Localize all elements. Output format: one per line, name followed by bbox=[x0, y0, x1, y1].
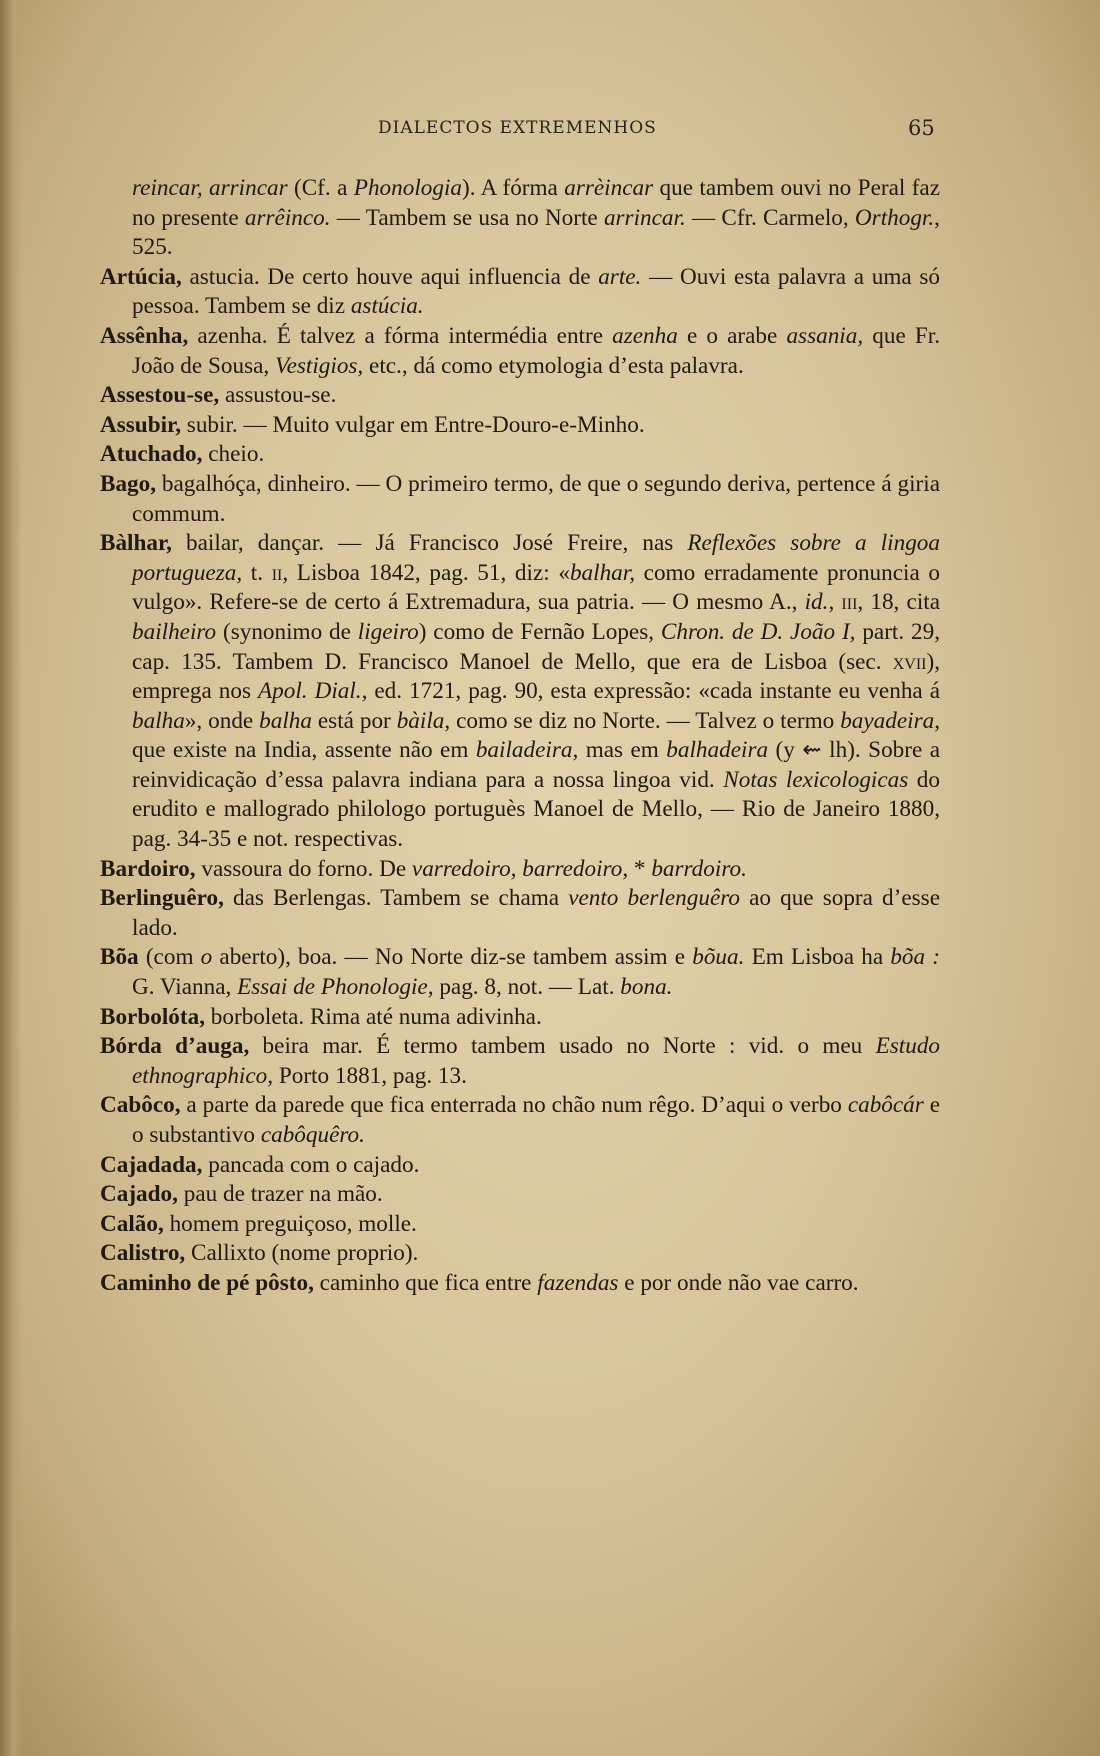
entry-text: caminho que fica entre bbox=[313, 1269, 538, 1296]
entry-text: ). A fórma bbox=[462, 175, 565, 201]
entry-text: , 18, cita bbox=[857, 589, 940, 616]
italic-text: balha bbox=[132, 707, 185, 734]
headword: Artúcia, bbox=[100, 263, 182, 290]
dictionary-entry bbox=[100, 1091, 940, 1150]
italic-text: balhar, bbox=[569, 559, 636, 586]
running-title: DIALECTOS EXTREMENHOS bbox=[378, 118, 657, 138]
italic-text: bailadeira, bbox=[475, 737, 579, 764]
headword: Cajadada, bbox=[100, 1151, 203, 1178]
entry-text: e o substantivo bbox=[132, 1092, 940, 1148]
italic-text: varredoiro, barredoiro, bbox=[411, 855, 629, 882]
entry-text: », onde bbox=[184, 707, 260, 734]
entry-text: e o arabe bbox=[677, 322, 787, 349]
entry-continuation bbox=[100, 174, 940, 263]
page-header bbox=[0, 116, 1100, 146]
entry-text: (synonimo de bbox=[216, 618, 358, 645]
entry-text: vassoura do forno. De bbox=[195, 855, 412, 882]
entry-text: cheio. bbox=[202, 441, 265, 468]
headword: Calão, bbox=[100, 1210, 164, 1237]
italic-text: Phonologia bbox=[353, 175, 462, 201]
italic-text: bayadeira, bbox=[840, 707, 941, 734]
entry-text: pau de trazer na mão. bbox=[177, 1181, 383, 1208]
dictionary-entry bbox=[100, 411, 940, 441]
entry-text: ) como de Fernão Lopes, bbox=[418, 618, 661, 645]
headword: Berlinguêro, bbox=[100, 885, 224, 912]
entry-text: das Berlengas. Tambem se chama bbox=[223, 885, 569, 912]
dictionary-entry bbox=[100, 943, 940, 1002]
entry-text: beira mar. É termo tambem usado no Norte : vid. o meu bbox=[249, 1033, 876, 1060]
dictionary-entry bbox=[100, 1269, 940, 1299]
dictionary-entry bbox=[100, 855, 940, 885]
entry-text: t. bbox=[242, 559, 272, 586]
dictionary-entry bbox=[100, 1032, 940, 1091]
italic-text: Orthogr. bbox=[854, 204, 935, 231]
italic-text: Vestigios, bbox=[274, 352, 364, 379]
italic-text: Estudo ethnographico, bbox=[132, 1033, 941, 1089]
italic-text: fazendas bbox=[537, 1269, 619, 1296]
italic-text: reincar, arrincar bbox=[132, 175, 288, 201]
italic-text: ligeiro bbox=[357, 618, 419, 645]
entry-text: que tambem ouvi no Peral faz no presente bbox=[132, 175, 941, 231]
headword: Borbolóta, bbox=[100, 1003, 205, 1030]
page-number: 65 bbox=[908, 116, 935, 140]
italic-text: o bbox=[200, 944, 213, 971]
entry-text: * bbox=[628, 855, 652, 882]
entry-text: etc., dá como etymologia d’esta palavra. bbox=[363, 352, 744, 379]
italic-text: bàila, bbox=[396, 707, 451, 734]
headword: Caminho de pé pôsto, bbox=[100, 1269, 314, 1296]
headword: Bórda d’auga, bbox=[100, 1033, 250, 1060]
headword: Assubir, bbox=[100, 411, 181, 438]
italic-text: bailheiro bbox=[132, 618, 217, 645]
dictionary-entry bbox=[100, 1003, 940, 1033]
entry-text: Callixto (nome proprio). bbox=[185, 1240, 419, 1267]
dictionary-entry bbox=[100, 1151, 940, 1181]
headword: Assestou-se, bbox=[100, 382, 220, 409]
italic-text: cabôquêro. bbox=[260, 1122, 365, 1148]
headword: Atuchado, bbox=[100, 441, 203, 468]
entry-text: homem preguiçoso, molle. bbox=[163, 1210, 417, 1237]
roman-numeral: iii bbox=[841, 589, 858, 616]
entry-text: pancada com o cajado. bbox=[202, 1151, 420, 1178]
italic-text: balha bbox=[259, 707, 312, 734]
italic-text: bõa : bbox=[890, 944, 940, 971]
entry-text: azenha. É talvez a fórma intermédia entre bbox=[188, 322, 613, 349]
entry-text: ed. 1721, pag. 90, esta expressão: «cada instante eu venha á bbox=[367, 678, 940, 705]
headword: Bago, bbox=[100, 470, 157, 497]
entry-text: bailar, dançar. — Já Francisco José Freire, nas bbox=[171, 530, 688, 557]
italic-text: bõua. bbox=[692, 944, 745, 971]
entry-text: pag. 8, not. — Lat. bbox=[433, 974, 621, 1001]
entry-text: como se diz no Norte. — Talvez o termo bbox=[450, 707, 841, 734]
dictionary-entry bbox=[100, 381, 940, 411]
headword: Assênha, bbox=[100, 322, 189, 349]
headword: Cajado, bbox=[100, 1181, 178, 1208]
entry-text: Porto 1881, pag. 13. bbox=[273, 1062, 467, 1089]
page-edge-shadow bbox=[0, 0, 22, 1756]
italic-text: assania, bbox=[786, 322, 864, 349]
dictionary-entry bbox=[100, 529, 940, 855]
dictionary-entry bbox=[100, 1180, 940, 1210]
italic-text: azenha bbox=[612, 322, 678, 349]
entry-text: Em Lisboa ha bbox=[744, 944, 891, 971]
entry-text: mas em bbox=[578, 737, 667, 764]
headword: Cabôco, bbox=[100, 1092, 181, 1119]
italic-text: arrèincar bbox=[564, 175, 654, 201]
entry-text: (com bbox=[138, 944, 201, 971]
italic-text: arrêinco. bbox=[244, 204, 331, 231]
entry-text: — Tambem se usa no Norte bbox=[330, 204, 604, 231]
entry-text: — Ouvi esta palavra a uma só pessoa. Tambem se diz bbox=[132, 263, 941, 320]
entry-text: astucia. De certo houve aqui influencia de bbox=[181, 263, 599, 290]
italic-text: arrincar. bbox=[603, 204, 686, 231]
italic-text: cabôcár bbox=[847, 1092, 924, 1119]
entry-text: , Lisboa 1842, pag. 51, diz: « bbox=[282, 559, 570, 586]
dictionary-entries bbox=[100, 174, 940, 1299]
dictionary-entry bbox=[100, 440, 940, 470]
roman-numeral: ii bbox=[271, 559, 283, 586]
entry-text: , 525. bbox=[132, 204, 940, 261]
entry-text: aberto), boa. — No Norte diz-se tambem assim e bbox=[212, 944, 693, 971]
entry-text: a parte da parede que fica enterrada no chão num rêgo. D’aqui o verbo bbox=[180, 1092, 848, 1119]
entry-text: e por onde não vae carro. bbox=[618, 1269, 859, 1296]
italic-text: bona. bbox=[620, 974, 673, 1001]
entry-text: está por bbox=[311, 707, 397, 734]
entry-text: do erudito e mallogrado philologo portuguès Manoel de Mello, — Rio de Janeiro 1880, pag. 34-35 e not. respectivas. bbox=[132, 766, 940, 853]
headword: Bõa bbox=[100, 944, 139, 971]
headword: Bàlhar, bbox=[100, 530, 172, 557]
roman-numeral: xvii bbox=[892, 648, 927, 675]
italic-text: id., bbox=[804, 589, 835, 616]
entry-text: ao que sopra d’esse lado. bbox=[132, 885, 940, 941]
headword: Bardoiro, bbox=[100, 855, 196, 882]
dictionary-entry bbox=[100, 1210, 940, 1240]
entry-text: ), emprega nos bbox=[132, 648, 940, 705]
italic-text: arte. bbox=[598, 263, 642, 290]
dictionary-entry bbox=[100, 884, 940, 943]
dictionary-entry bbox=[100, 263, 940, 322]
dictionary-entry bbox=[100, 322, 940, 381]
italic-text: Notas lexicologicas bbox=[723, 766, 909, 793]
entry-text: (Cf. a bbox=[287, 175, 354, 201]
entry-text: que Fr. João de Sousa, bbox=[132, 322, 940, 379]
dictionary-entry bbox=[100, 1239, 940, 1269]
headword: Calistro, bbox=[100, 1240, 186, 1267]
italic-text: Essai de Phonologie, bbox=[237, 974, 434, 1001]
entry-text: assustou-se. bbox=[219, 382, 337, 409]
italic-text: vento berlenguêro bbox=[568, 885, 740, 912]
italic-text: barrdoiro. bbox=[651, 855, 747, 882]
italic-text: Chron. de D. João I, bbox=[660, 618, 856, 645]
entry-text: part. 29, cap. 135. Tambem D. Francisco Manoel de Mello, que era de Lisboa (sec. bbox=[132, 618, 940, 675]
entry-text: borboleta. Rima até numa adivinha. bbox=[205, 1003, 542, 1030]
entry-text: bagalhóça, dinheiro. — O primeiro termo, de que o segundo deriva, pertence á giria commum. bbox=[132, 470, 940, 527]
italic-text: astúcia. bbox=[350, 293, 424, 320]
entry-text: subir. — Muito vulgar em Entre-Douro-e-Minho. bbox=[181, 411, 645, 438]
entry-text: como erradamente pronuncia o vulgo». Refere-se de certo á Extremadura, sua patria. — O mesmo A., bbox=[132, 559, 940, 616]
italic-text: Apol. Dial., bbox=[258, 678, 368, 705]
dictionary-entry bbox=[100, 470, 940, 529]
entry-text: — Cfr. Carmelo, bbox=[685, 204, 855, 231]
entry-text: G. Vianna, bbox=[132, 974, 238, 1001]
italic-text: balhadeira bbox=[666, 737, 769, 764]
entry-text: que existe na India, assente não em bbox=[132, 737, 476, 764]
italic-text: Reflexões sobre a lingoa portugueza, bbox=[132, 530, 940, 586]
entry-text: (y ⇜ lh). Sobre a reinvidicação d’essa palavra indiana para a nossa lingoa vid. bbox=[132, 737, 941, 793]
